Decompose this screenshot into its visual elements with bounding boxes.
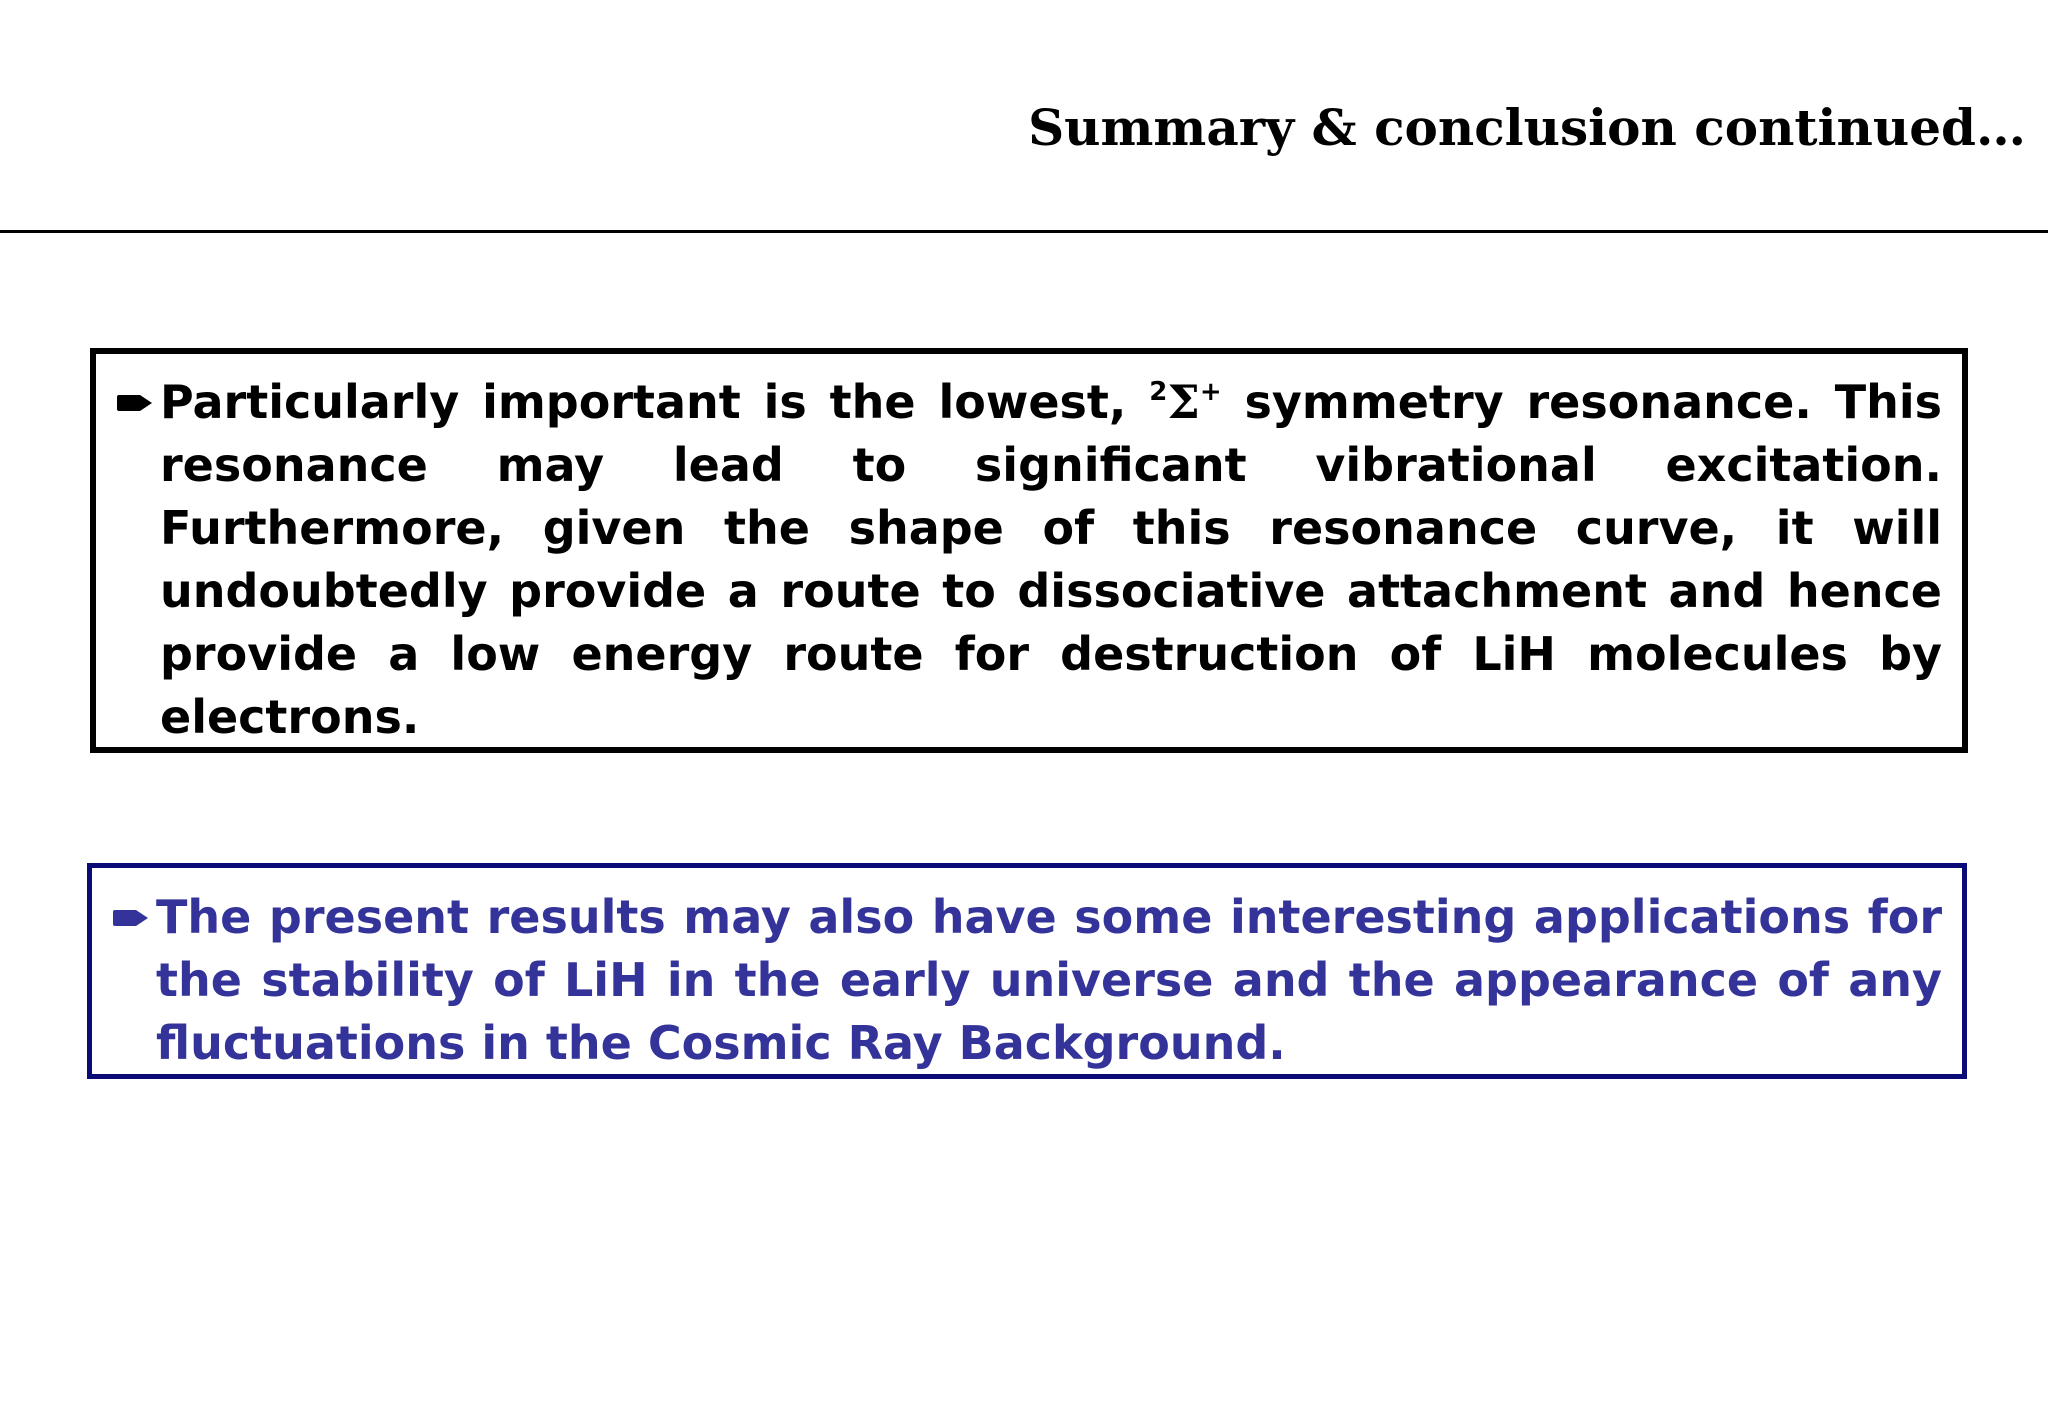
- pointing-arrow-icon: [116, 393, 154, 413]
- sigma-symbol: Σ: [1167, 375, 1200, 429]
- slide-title: Summary & conclusion continued…: [1028, 98, 2026, 157]
- term-sign: +: [1199, 377, 1222, 407]
- term-superscript: 2: [1149, 377, 1168, 407]
- applications-body: The present results may also have some interesting applications for the stability of LiH in the early universe and the appearance of any fluctuations in the Cosmic Ray Background.: [156, 890, 1942, 1070]
- resonance-summary-box: [90, 348, 1968, 753]
- applications-text: [156, 886, 1942, 1075]
- pointing-arrow-icon: [112, 908, 150, 928]
- resonance-summary-lead: Particularly important is the lowest,: [160, 375, 1150, 429]
- applications-box: [87, 863, 1967, 1079]
- resonance-summary-rest: symmetry resonance. This resonance may lead to significant vibrational excitation. Furthermore, given the shape of this resonance curve, it will undoubtedly provide a route to dissociative attachment and hence provide a low energy route for destruction of LiH molecules by electrons.: [160, 375, 1942, 744]
- title-divider: [0, 230, 2048, 233]
- resonance-summary-text: [160, 371, 1942, 749]
